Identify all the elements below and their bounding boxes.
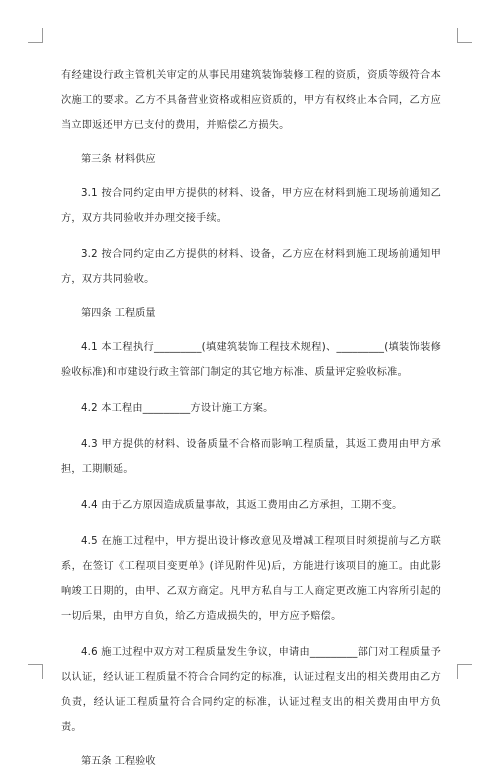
crop-mark-top-left	[28, 28, 43, 43]
clause-3-2: 3.2 按合同约定由乙方提供的材料、设备，乙方应在材料到施工现场前通知甲方，双方共同验收。	[61, 249, 441, 285]
paragraph-continuation: 有经建设行政主管机关审定的从事民用建筑装饰装修工程的资质，资质等级符合本次施工的要求。乙方不具备营业资格或相应资质的，甲方有权终止本合同，乙方应当立即返还甲方已支付的费用，并赔偿乙方损失。	[61, 70, 441, 131]
clause-4-6: 4.6 施工过程中双方对工程质量发生争议，申请由_________部门对工程质量予以认证，经认证工程质量不符合合同约定的标准，认证过程支出的相关费用由乙方负责，经认证工程质量符合合同约定的标准，认证过程支出的相关费用由甲方负责。	[61, 647, 441, 733]
crop-mark-bottom-right	[457, 664, 472, 679]
clause-4-2: 4.2 本工程由_________方设计施工方案。	[81, 403, 274, 414]
clause-4-1: 4.1 本工程执行_________(填建筑装饰工程技术规程)、_________(填装饰装修验收标准)和市建设行政主管部门制定的其它地方标准、质量评定验收标准。	[61, 342, 441, 378]
section-heading-3: 第三条 材料供应	[81, 154, 156, 165]
clause-3-1: 3.1 按合同约定由甲方提供的材料、设备，甲方应在材料到施工现场前通知乙方，双方共同验收并办理交接手续。	[61, 188, 441, 224]
clause-4-5: 4.5 在施工过程中，甲方提出设计修改意见及增减工程项目时须提前与乙方联系，在签订《工程项目变更单》(详见附件见)后，方能进行该项目的施工。由此影响竣工日期的，由甲、乙双方商定。凡甲方私自与工人商定更改施工内容所引起的一切后果，由甲方自负，给乙方造成损失的，甲方应予赔偿。	[61, 536, 441, 622]
section-heading-4: 第四条 工程质量	[81, 308, 156, 319]
clause-4-3: 4.3 甲方提供的材料、设备质量不合格而影响工程质量，其返工费用由甲方承担，工期顺延。	[61, 439, 441, 475]
clause-4-4: 4.4 由于乙方原因造成质量事故，其返工费用由乙方承担，工期不变。	[81, 500, 403, 511]
crop-mark-top-right	[457, 28, 472, 43]
document-page	[61, 63, 441, 783]
crop-mark-bottom-left	[28, 664, 43, 679]
section-heading-5: 第五条 工程验收	[81, 756, 156, 767]
